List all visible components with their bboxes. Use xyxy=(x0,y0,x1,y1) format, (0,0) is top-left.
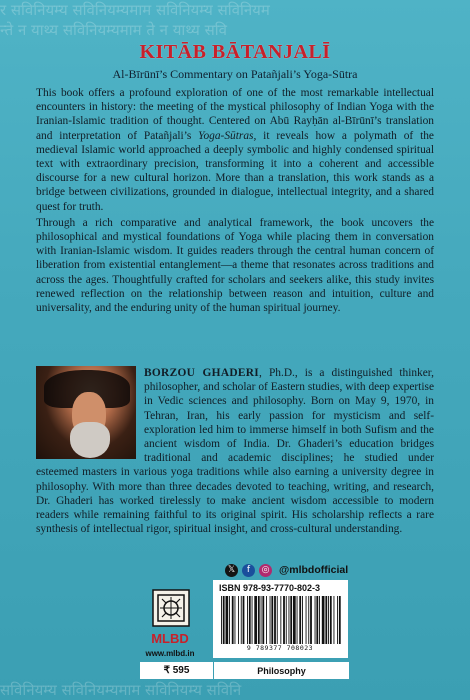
emphasis-yoga-sutras: Yoga-Sūtras, xyxy=(198,129,257,142)
author-section xyxy=(36,366,434,536)
x-icon[interactable]: 𝕏 xyxy=(225,564,238,577)
isbn: ISBN 978-93-7770-802-3 xyxy=(219,583,321,593)
facebook-icon[interactable]: f xyxy=(242,564,255,577)
author-name: BORZOU GHADERI xyxy=(144,367,260,379)
decorative-script-line-2: न्ते न याथ्य सविनियम्यमाम ते न याथ्य सवि xyxy=(0,21,227,39)
blurb-paragraph-1: This book offers a profound exploration of one of the most remarkable intellectual encounters in history: the meeting of the mystical philosophy of Indian Yoga with the Iranian-Islamic tradition of thought. Centered on Abū Rayḥān al-Bīrūnī’s translation and interpretation of Patañjali’s Yoga-Sūtras, it reveals how a polymath of the medieval Islamic world approached a deeply symbolic and highly condensed spiritual text with extraordinary precision, transforming it into a coherent and accessible discourse for a new cultural horizon. More than a translation, this work stands as a bridge between civilizations, grounded in dialogue, intellectual integrity, and a shared quest for truth. xyxy=(36,87,434,213)
barcode-panel xyxy=(213,580,348,658)
blurb xyxy=(36,86,434,317)
social-handle[interactable]: @mlbdofficial xyxy=(279,564,349,576)
price: ₹ 595 xyxy=(140,662,213,679)
publisher-name: MLBD xyxy=(151,631,189,646)
instagram-icon[interactable]: ◎ xyxy=(259,564,272,577)
decorative-script-line-3: सविनियम्य सविनियम्यमाम सविनियम्य सविनि xyxy=(0,681,242,699)
decorative-script-line-1: र सविनियम्य सविनियम्यमाम सविनियम्य सविनियम xyxy=(0,1,270,19)
book-title: KITĀB BĀTANJALĪ xyxy=(139,41,331,63)
barcode-digits: 9 789377 708023 xyxy=(246,644,314,652)
category-label: Philosophy xyxy=(213,662,349,679)
author-bio: BORZOU GHADERI, Ph.D., is a distinguished thinker, philosopher, and scholar of Eastern studies, with deep expertise in Vedic sciences and philosophy. Born on May 9, 1970, in Tehran, Iran, his early passion for mysticism and self-exploration led him to immerse himself in both Sufism and the ancient wisdom of India. Dr. Ghaderi’s education bridges traditional and academic disciplines; he studied under esteemed masters in various yoga traditions while also earning a university degree in philosophy. With more than three decades devoted to teaching, writing, and research, Dr. Ghaderi has worked tirelessly to make ancient wisdom accessible to modern readers while remaining faithful to its original spirit. His scholarship reflects a rare synthesis of intellectual rigor, spiritual insight, and cross-cultural understanding. xyxy=(36,367,434,536)
social-links xyxy=(225,562,348,578)
book-subtitle: Al-Bīrūnī’s Commentary on Patañjali’s Yoga-Sūtra xyxy=(112,67,358,81)
publisher-logo-icon xyxy=(150,587,192,629)
barcode-icon xyxy=(219,596,341,644)
blurb-paragraph-2: Through a rich comparative and analytical framework, the book uncovers the philosophical and mystical foundations of Yoga while placing them in conversation with Iranian-Islamic wisdom. It guides readers through the central human concern of liberation from existential entanglement—a theme that resonates across traditions and across the ages. Thoughtfully crafted for scholars and seekers alike, this study invites renewed reflection on the relationship between reason and intuition, culture and universality, and the enduring unity of the human spiritual journey. xyxy=(36,216,434,315)
author-photo xyxy=(36,366,136,459)
publisher-website[interactable]: www.mlbd.in xyxy=(145,649,195,658)
